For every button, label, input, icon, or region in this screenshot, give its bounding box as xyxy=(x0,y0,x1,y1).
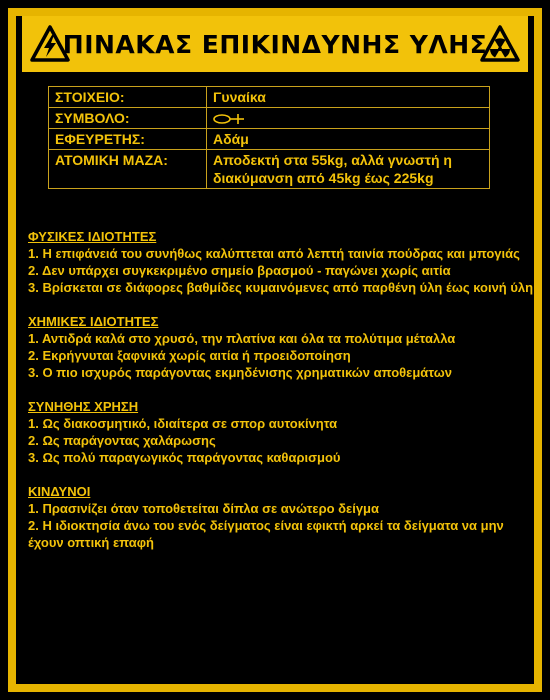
info-value: Γυναίκα xyxy=(207,87,490,108)
section-title: ΧΗΜΙΚΕΣ ΙΔΙΟΤΗΤΕΣ xyxy=(28,314,159,329)
info-key: ΣΥΜΒΟΛΟ: xyxy=(49,108,207,129)
list-item: 3. Βρίσκεται σε διάφορες βαθμίδες κυμαινόμενες από παρθένη ύλη έως κοινή ύλη xyxy=(28,280,534,295)
table-row xyxy=(49,150,490,189)
list-item: 3. Ως πολύ παραγωγικός παράγοντας καθαρισμού xyxy=(28,450,341,465)
section-title: ΣΥΝΗΘΗΣ ΧΡΗΣΗ xyxy=(28,399,139,414)
list-item: 2. Δεν υπάρχει συγκεκριμένο σημείο βρασμού - παγώνει χωρίς αιτία xyxy=(28,263,451,278)
info-value: Αποδεκτή στα 55kg, αλλά γνωστή η διακύμανση από 45kg έως 225kg xyxy=(207,150,490,189)
title-banner xyxy=(22,16,528,72)
info-value: Αδάμ xyxy=(207,129,490,150)
properties-content xyxy=(28,228,538,568)
element-info-table xyxy=(48,86,490,189)
list-item: 2. Ως παράγοντας χαλάρωσης xyxy=(28,433,216,448)
physical-properties-section xyxy=(28,228,538,296)
chemical-properties-section xyxy=(28,313,538,381)
page-title: ΠΙΝΑΚΑΣ ΕΠΙΚΙΝΔΥΝΗΣ ΥΛΗΣ xyxy=(62,29,488,59)
table-row xyxy=(49,108,490,129)
info-key: ΕΦΕΥΡΕΤΗΣ: xyxy=(49,129,207,150)
list-item: 2. Εκρήγνυται ξαφνικά χωρίς αιτία ή προειδοποίηση xyxy=(28,348,351,363)
hazards-section xyxy=(28,483,538,551)
list-item: 1. Η επιφάνειά του συνήθως καλύπτεται από λεπτή ταινία πούδρας και μπογιάς xyxy=(28,246,520,261)
female-symbol-icon xyxy=(213,112,247,126)
table-row xyxy=(49,87,490,108)
section-title: ΚΙΝΔΥΝΟΙ xyxy=(28,484,91,499)
high-voltage-warning-icon xyxy=(30,24,70,64)
list-item: 1. Ως διακοσμητικό, ιδιαίτερα σε σπορ αυτοκίνητα xyxy=(28,416,338,431)
radiation-warning-icon xyxy=(480,24,520,64)
info-value xyxy=(207,108,490,129)
list-item: 1. Αντιδρά καλά στο χρυσό, την πλατίνα και όλα τα πολύτιμα μέταλλα xyxy=(28,331,456,346)
info-key: ΑΤΟΜΙΚΗ ΜΑΖΑ: xyxy=(49,150,207,189)
section-title: ΦΥΣΙΚΕΣ ΙΔΙΟΤΗΤΕΣ xyxy=(28,229,157,244)
table-row xyxy=(49,129,490,150)
list-item: 2. Η ιδιοκτησία άνω του ενός δείγματος είναι εφικτή αρκεί τα δείγματα να μην έχουν οπτική επαφή xyxy=(28,518,504,550)
common-use-section xyxy=(28,398,538,466)
info-key: ΣΤΟΙΧΕΙΟ: xyxy=(49,87,207,108)
list-item: 1. Πρασινίζει όταν τοποθετείται δίπλα σε ανώτερο δείγμα xyxy=(28,501,380,516)
list-item: 3. Ο πιο ισχυρός παράγοντας εκμηδένισης χρηματικών αποθεμάτων xyxy=(28,365,452,380)
